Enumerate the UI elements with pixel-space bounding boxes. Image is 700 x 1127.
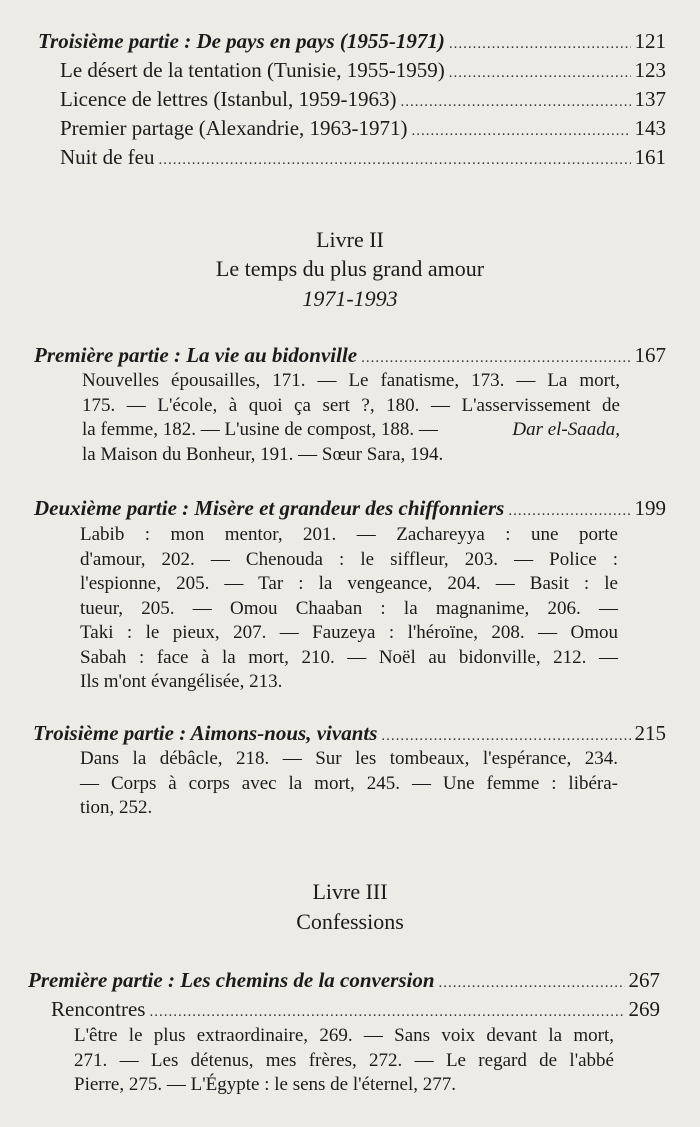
book-label: Livre III	[312, 879, 388, 904]
dot-leader	[400, 89, 630, 115]
dot-leader	[439, 970, 625, 996]
toc-entry	[60, 115, 666, 144]
toc-entry	[51, 996, 660, 1025]
page-number: 123	[634, 58, 666, 82]
summary-line: — Corps à corps avec la mort, 245. — Une femme : libéra-	[80, 772, 618, 794]
page-number: 143	[634, 116, 666, 140]
part-title: Troisième partie : Aimons-nous, vivants	[33, 721, 378, 745]
page-number: 161	[634, 145, 666, 169]
page-number: 121	[634, 29, 666, 53]
summary-line: Labib : mon mentor, 201. — Zachareyya : une porte	[80, 524, 618, 545]
summary-line: tion, 252.	[80, 797, 153, 818]
summary-line: L'être le plus extraordinaire, 269. — Sans voix devant la mort,	[74, 1025, 614, 1046]
entry-title: Rencontres	[51, 997, 146, 1021]
dot-leader	[361, 345, 630, 371]
toc-part-heading	[34, 495, 666, 524]
book-title: Confessions	[296, 909, 404, 934]
book-years: 1971-1993	[302, 286, 398, 311]
summary-line: d'amour, 202. — Chenouda : le siffleur, 203. — Police :	[80, 548, 618, 570]
book-title: Le temps du plus grand amour	[215, 256, 485, 281]
entry-title: Le désert de la tentation (Tunisie, 1955-1959)	[60, 58, 445, 82]
summary-line: Ils m'ont évangélisée, 213.	[80, 671, 283, 692]
dot-leader	[508, 498, 630, 524]
part-title: Première partie : La vie au bidonville	[34, 343, 358, 367]
summary-line: Taki : le pieux, 207. — Fauzeya : l'héroïne, 208. — Omou	[80, 622, 618, 643]
part-title: Première partie : Les chemins de la conversion	[28, 968, 435, 992]
page-number: 269	[628, 997, 660, 1021]
part-summary	[74, 1024, 614, 1098]
summary-line: 175. — L'école, à quoi ça sert ?, 180. — L'asservissement de	[82, 394, 620, 416]
toc-part-heading	[34, 342, 666, 371]
dot-leader	[381, 723, 630, 749]
part-summary	[80, 747, 618, 821]
entry-title: Nuit de feu	[60, 145, 155, 169]
entry-title: Licence de lettres (Istanbul, 1959-1963)	[60, 87, 397, 111]
summary-line: Nouvelles épousailles, 171. — Le fanatisme, 173. — La mort,	[82, 370, 620, 391]
dot-leader	[449, 31, 631, 57]
page-number: 215	[634, 721, 666, 745]
summary-italic-text: Dar el-Saada,	[512, 419, 620, 440]
page-number: 137	[634, 87, 666, 111]
summary-text: la femme, 182. — L'usine de compost, 188. —	[82, 419, 438, 440]
summary-line	[82, 418, 620, 443]
entry-title: Premier partage (Alexandrie, 1963-1971)	[60, 116, 408, 140]
summary-line: Sabah : face à la mort, 210. — Noël au bidonville, 212. —	[80, 646, 618, 668]
part-summary	[80, 523, 618, 695]
part-title: Troisième partie : De pays en pays (1955-1971)	[38, 29, 445, 53]
part-title: Deuxième partie : Misère et grandeur des chiffonniers	[34, 496, 505, 520]
dot-leader	[158, 147, 630, 173]
summary-line: tueur, 205. — Omou Chaaban : la magnanime, 206. —	[80, 597, 618, 619]
dot-leader	[412, 118, 631, 144]
page-number: 167	[634, 343, 666, 367]
toc-part-heading	[28, 967, 660, 996]
toc-entry	[60, 144, 666, 173]
summary-line: 271. — Les détenus, mes frères, 272. — Le regard de l'abbé	[74, 1049, 614, 1071]
dot-leader	[449, 60, 631, 86]
summary-line: Dans la débâcle, 218. — Sur les tombeaux, l'espérance, 234.	[80, 748, 618, 769]
toc-entry	[60, 86, 666, 115]
summary-line: la Maison du Bonheur, 191. — Sœur Sara, 194.	[82, 443, 444, 465]
summary-line: l'espionne, 205. — Tar : la vengeance, 204. — Basit : le	[80, 573, 618, 594]
toc-part-heading	[38, 28, 666, 57]
page-number: 267	[628, 968, 660, 992]
book-label: Livre II	[316, 227, 384, 252]
dot-leader	[149, 999, 624, 1025]
summary-line: Pierre, 275. — L'Égypte : le sens de l'éternel, 277.	[74, 1074, 456, 1095]
toc-part-heading	[33, 720, 666, 749]
toc-entry	[60, 57, 666, 86]
part-summary	[82, 369, 620, 467]
page-number: 199	[634, 496, 666, 520]
